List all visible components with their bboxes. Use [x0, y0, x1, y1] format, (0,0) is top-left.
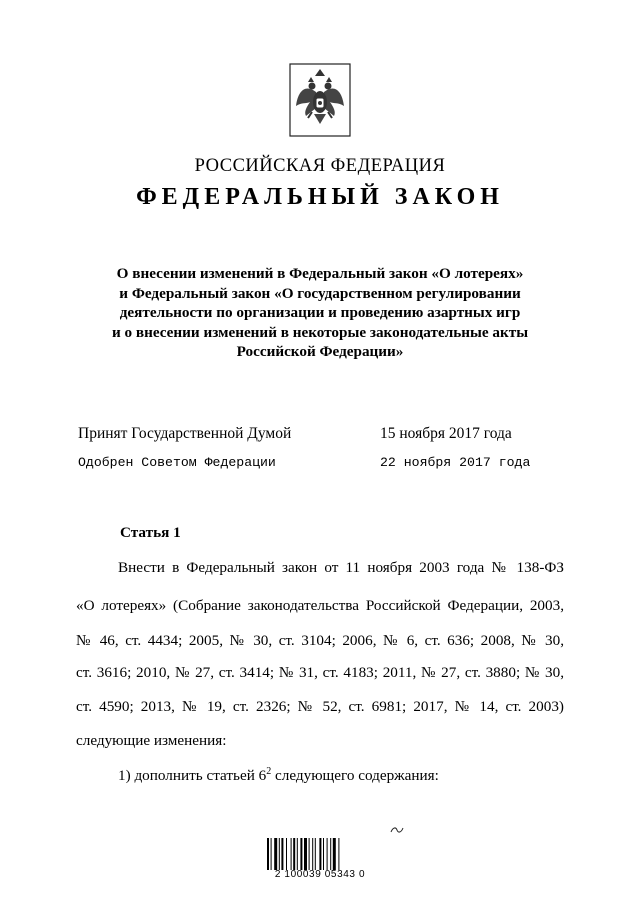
law-title-line: Российской Федерации» — [236, 343, 404, 361]
law-title-line: и Федеральный закон «О государственном регулировании — [119, 284, 521, 302]
coat-of-arms-icon — [288, 62, 352, 138]
law-title-line: и о внесении изменений в некоторые законодательные акты — [111, 323, 529, 341]
article-heading: Статья 1 — [120, 524, 181, 541]
article-text-line: ст. 4590; 2013, № 19, ст. 2326; № 52, ст. 6981; 2017, № 14, ст. 2003) — [76, 698, 564, 715]
law-title — [60, 264, 580, 362]
duma-adoption-label: Принят Государственной Думой — [78, 425, 292, 442]
council-approval-date: 22 ноября 2017 года — [380, 455, 531, 470]
stamp-mark-icon — [390, 826, 404, 834]
barcode-icon — [267, 838, 373, 870]
barcode-number: 2 100039 05343 0 — [274, 869, 366, 880]
item-1-superscript: 2 — [266, 766, 272, 777]
law-type: ФЕДЕРАЛЬНЫЙ ЗАКОН — [136, 184, 504, 210]
item-1-suffix: следующего содержания: — [271, 767, 439, 785]
article-text-line: № 46, ст. 4434; 2005, № 30, ст. 3104; 2006, № 6, ст. 636; 2008, № 30, — [76, 632, 564, 649]
article-text-line: «О лотереях» (Собрание законодательства Российской Федерации, 2003, — [76, 597, 564, 614]
council-approval-label: Одобрен Советом Федерации — [78, 455, 276, 470]
country-name: РОССИЙСКАЯ ФЕДЕРАЦИЯ — [194, 156, 446, 176]
article-item-1 — [118, 766, 606, 785]
article-text-line: Внести в Федеральный закон от 11 ноября 2003 года № 138-ФЗ — [118, 559, 564, 576]
law-title-line: деятельности по организации и проведению азартных игр — [119, 304, 521, 322]
article-text-line: следующие изменения: — [76, 732, 227, 749]
item-1-prefix: 1) дополнить статьей 6 — [118, 767, 267, 785]
article-text-line: ст. 3616; 2010, № 27, ст. 3414; № 31, ст. 4183; 2011, № 27, ст. 3880; № 30, — [76, 664, 564, 681]
duma-adoption-date: 15 ноября 2017 года — [380, 425, 512, 442]
law-title-line: О внесении изменений в Федеральный закон «О лотереях» — [116, 265, 524, 282]
